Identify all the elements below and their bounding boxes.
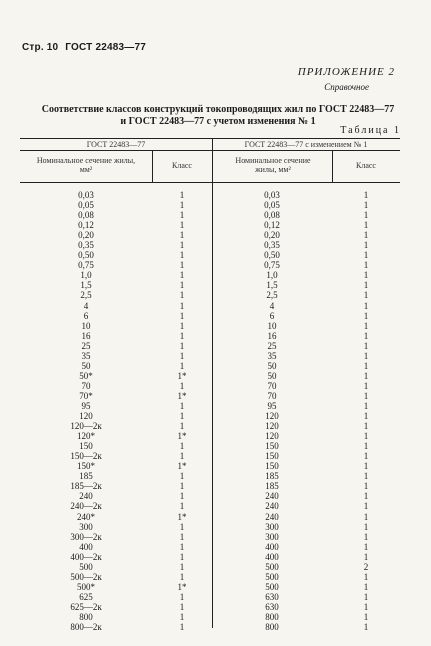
cell-class-new: 1 — [363, 591, 369, 602]
cell-section-new: 630 — [265, 601, 279, 612]
cell-section-new: 0,35 — [264, 240, 280, 251]
table-row — [20, 260, 400, 270]
table-row — [20, 371, 400, 381]
table-row — [20, 532, 400, 542]
table-row — [20, 431, 400, 441]
cell-section-old: 50* — [79, 370, 93, 381]
cell-class-new: 1 — [363, 601, 369, 612]
cell-section-new: 120 — [265, 431, 279, 442]
cell-class-old: 1 — [179, 350, 185, 361]
cell-section-old: 625 — [79, 591, 93, 602]
table-top-rule — [20, 138, 400, 139]
cell-section-old: 0,50 — [78, 250, 94, 261]
cell-class-old: 1 — [179, 290, 185, 301]
table-row — [20, 311, 400, 321]
cell-section-new: 16 — [267, 330, 277, 341]
cell-section-old: 0,35 — [78, 240, 94, 251]
cell-section-new: 150 — [265, 451, 279, 462]
cell-class-old: 1 — [179, 622, 185, 633]
cell-class-new: 1 — [363, 461, 369, 472]
cell-section-new: 1,5 — [266, 280, 278, 291]
cell-class-old: 1 — [179, 551, 185, 562]
classes-table — [20, 138, 400, 633]
cell-class-new: 1 — [363, 270, 369, 281]
cell-section-new: 35 — [267, 350, 277, 361]
cell-class-new: 1 — [363, 421, 369, 432]
cell-class-new: 1 — [363, 411, 369, 422]
cell-section-old: 0,05 — [78, 200, 94, 211]
cell-class-old: 1 — [179, 330, 185, 341]
cell-section-new: 120 — [265, 411, 279, 422]
table-row — [20, 582, 400, 592]
table-row — [20, 321, 400, 331]
cell-section-old: 25 — [81, 340, 91, 351]
cell-section-old: 185—2к — [70, 481, 102, 492]
cell-section-old: 240* — [77, 511, 95, 522]
cell-section-old: 4 — [83, 300, 89, 311]
cell-section-new: 300 — [265, 521, 279, 532]
cell-section-new: 240 — [265, 501, 279, 512]
table-row — [20, 512, 400, 522]
cell-class-old: 1 — [179, 591, 185, 602]
cell-class-new: 1 — [363, 380, 369, 391]
table-row — [20, 552, 400, 562]
cell-section-new: 240 — [265, 511, 279, 522]
cell-class-new: 1 — [363, 390, 369, 401]
cell-section-new: 50 — [267, 370, 277, 381]
cell-section-new: 120 — [265, 421, 279, 432]
cell-class-new: 1 — [363, 210, 369, 221]
cell-section-new: 400 — [265, 551, 279, 562]
cell-class-old: 1 — [179, 380, 185, 391]
col-header-class-old: Класс — [172, 161, 192, 170]
cell-class-old: 1 — [179, 310, 185, 321]
cell-class-old: 1 — [179, 360, 185, 371]
cell-section-old: 150—2к — [70, 451, 102, 462]
cell-section-old: 240—2к — [70, 501, 102, 512]
cell-class-new: 1 — [363, 541, 369, 552]
cell-class-new: 1 — [363, 431, 369, 442]
cell-class-new: 1 — [363, 340, 369, 351]
cell-section-new: 0,05 — [264, 200, 280, 211]
cell-section-new: 70 — [267, 380, 277, 391]
table-row — [20, 220, 400, 230]
cell-class-new: 1 — [363, 441, 369, 452]
cell-section-old: 120* — [77, 431, 95, 442]
cell-section-new: 400 — [265, 541, 279, 552]
cell-section-old: 500* — [77, 581, 95, 592]
cell-section-old: 10 — [81, 320, 91, 331]
cell-class-old: 1* — [177, 511, 187, 522]
table-row — [20, 381, 400, 391]
table-row — [20, 341, 400, 351]
cell-class-old: 1 — [179, 601, 185, 612]
cell-class-new: 1 — [363, 581, 369, 592]
cell-class-old: 1 — [179, 531, 185, 542]
group-header-new: ГОСТ 22483—77 с изменением № 1 — [244, 140, 368, 149]
table-row — [20, 240, 400, 250]
cell-class-old: 1* — [177, 390, 187, 401]
cell-class-new: 1 — [363, 571, 369, 582]
cell-class-old: 1 — [179, 521, 185, 532]
cell-section-old: 625—2к — [70, 601, 102, 612]
cell-section-new: 95 — [267, 400, 277, 411]
cell-section-old: 70 — [81, 380, 91, 391]
cell-section-old: 2,5 — [80, 290, 92, 301]
table-row — [20, 331, 400, 341]
table-row — [20, 481, 400, 491]
cell-class-old: 1 — [179, 190, 185, 200]
cell-class-new: 1 — [363, 320, 369, 331]
cell-class-new: 1 — [363, 451, 369, 462]
col-header-section-new: Номинальное сечение жилы, мм² — [235, 156, 311, 174]
table-row — [20, 522, 400, 532]
cell-class-new: 1 — [363, 521, 369, 532]
cell-class-old: 1 — [179, 340, 185, 351]
appendix-title: ПРИЛОЖЕНИЕ 2 — [297, 66, 395, 78]
cell-class-new: 1 — [363, 491, 369, 502]
cell-section-old: 300—2к — [70, 531, 102, 542]
page-number: Стр. 10 — [22, 42, 59, 53]
table-row — [20, 210, 400, 220]
cell-class-old: 1 — [179, 200, 185, 211]
cell-class-new: 1 — [363, 200, 369, 211]
cell-class-old: 1 — [179, 210, 185, 221]
cell-class-old: 1 — [179, 240, 185, 251]
cell-section-old: 0,75 — [78, 260, 94, 271]
cell-section-new: 10 — [267, 320, 277, 331]
cell-section-new: 150 — [265, 461, 279, 472]
cell-section-old: 150* — [77, 461, 95, 472]
cell-section-old: 400—2к — [70, 551, 102, 562]
cell-class-new: 1 — [363, 260, 369, 271]
cell-section-new: 240 — [265, 491, 279, 502]
cell-section-old: 70* — [79, 390, 93, 401]
group-header-rule — [20, 150, 400, 151]
cell-class-old: 1 — [179, 421, 185, 432]
table-row — [20, 572, 400, 582]
cell-class-new: 1 — [363, 622, 369, 633]
table-row — [20, 461, 400, 471]
cell-section-new: 800 — [265, 611, 279, 622]
table-row — [20, 301, 400, 311]
cell-class-new: 1 — [363, 400, 369, 411]
document-title-line1: Соответствие классов конструкций токопроводящих жил по ГОСТ 22483—77 — [41, 104, 395, 115]
cell-class-new: 1 — [363, 290, 369, 301]
cell-section-new: 0,08 — [264, 210, 280, 221]
cell-section-old: 500—2к — [70, 571, 102, 582]
cell-class-new: 1 — [363, 350, 369, 361]
cell-class-new: 1 — [363, 310, 369, 321]
cell-section-new: 500 — [265, 571, 279, 582]
cell-class-new: 1 — [363, 240, 369, 251]
cell-class-new: 1 — [363, 370, 369, 381]
cell-section-old: 400 — [79, 541, 93, 552]
cell-section-old: 500 — [79, 561, 93, 572]
cell-section-new: 150 — [265, 441, 279, 452]
table-row — [20, 270, 400, 280]
cell-section-new: 25 — [267, 340, 277, 351]
cell-section-new: 70 — [267, 390, 277, 401]
group-header-old: ГОСТ 22483—77 — [86, 140, 146, 149]
cell-section-new: 50 — [267, 360, 277, 371]
table-row — [20, 280, 400, 290]
cell-class-old: 1* — [177, 461, 187, 472]
cell-section-new: 0,20 — [264, 230, 280, 241]
cell-section-new: 4 — [269, 300, 275, 311]
cell-section-old: 6 — [83, 310, 89, 321]
cell-section-old: 95 — [81, 400, 91, 411]
table-row — [20, 471, 400, 481]
cell-class-new: 1 — [363, 280, 369, 291]
cell-section-new: 300 — [265, 531, 279, 542]
cell-class-old: 1 — [179, 250, 185, 261]
table-row — [20, 612, 400, 622]
cell-section-old: 1,0 — [80, 270, 92, 281]
cell-class-old: 1 — [179, 411, 185, 422]
table-row — [20, 542, 400, 552]
cell-section-old: 300 — [79, 521, 93, 532]
cell-section-old: 35 — [81, 350, 91, 361]
table-row — [20, 421, 400, 431]
cell-section-new: 0,12 — [264, 220, 280, 231]
cell-class-new: 1 — [363, 481, 369, 492]
cell-section-new: 185 — [265, 481, 279, 492]
table-row — [20, 401, 400, 411]
cell-section-new: 630 — [265, 591, 279, 602]
cell-class-old: 1 — [179, 611, 185, 622]
cell-class-old: 1 — [179, 300, 185, 311]
cell-class-new: 1 — [363, 220, 369, 231]
appendix-note: Справочное — [324, 82, 369, 92]
table-row — [20, 391, 400, 401]
cell-section-old: 0,08 — [78, 210, 94, 221]
cell-class-old: 1 — [179, 270, 185, 281]
table-row — [20, 622, 400, 632]
cell-section-new: 800 — [265, 622, 279, 633]
cell-class-new: 1 — [363, 360, 369, 371]
cell-class-old: 1 — [179, 260, 185, 271]
cell-section-new: 500 — [265, 561, 279, 572]
cell-section-old: 150 — [79, 441, 93, 452]
cell-section-old: 0,12 — [78, 220, 94, 231]
table-row — [20, 592, 400, 602]
cell-section-new: 2,5 — [266, 290, 278, 301]
cell-class-old: 1 — [179, 451, 185, 462]
table-row — [20, 190, 400, 200]
cell-class-new: 1 — [363, 551, 369, 562]
cell-class-new: 1 — [363, 330, 369, 341]
table-row — [20, 411, 400, 421]
cell-section-old: 185 — [79, 471, 93, 482]
cell-class-new: 1 — [363, 300, 369, 311]
table-body — [20, 190, 400, 632]
cell-class-old: 1 — [179, 541, 185, 552]
cell-section-old: 1,5 — [80, 280, 92, 291]
cell-class-new: 1 — [363, 250, 369, 261]
cell-class-old: 1 — [179, 491, 185, 502]
cell-section-new: 185 — [265, 471, 279, 482]
cell-class-old: 1* — [177, 431, 187, 442]
page-header — [22, 42, 146, 53]
cell-section-old: 120—2к — [70, 421, 102, 432]
cell-class-new: 1 — [363, 501, 369, 512]
cell-class-old: 1 — [179, 400, 185, 411]
cell-class-new: 1 — [363, 190, 369, 200]
table-row — [20, 351, 400, 361]
cell-section-old: 16 — [81, 330, 91, 341]
cell-class-old: 1 — [179, 220, 185, 231]
table-row — [20, 250, 400, 260]
cell-section-old: 0,20 — [78, 230, 94, 241]
table-label: Таблица 1 — [340, 125, 401, 136]
cell-class-old: 1 — [179, 481, 185, 492]
cell-class-old: 1 — [179, 571, 185, 582]
table-row — [20, 451, 400, 461]
cell-section-old: 0,03 — [78, 190, 94, 200]
cell-section-new: 500 — [265, 581, 279, 592]
table-row — [20, 562, 400, 572]
cell-class-new: 1 — [363, 511, 369, 522]
cell-section-old: 800 — [79, 611, 93, 622]
cell-class-old: 1* — [177, 581, 187, 592]
cell-section-new: 0,03 — [264, 190, 280, 200]
cell-section-new: 6 — [269, 310, 275, 321]
header-standard: ГОСТ 22483—77 — [65, 42, 147, 53]
col-header-class-new: Класс — [356, 161, 376, 170]
cell-class-new: 2 — [363, 561, 369, 572]
cell-class-old: 1 — [179, 441, 185, 452]
cell-section-new: 0,75 — [264, 260, 280, 271]
cell-class-old: 1* — [177, 370, 187, 381]
cell-class-new: 1 — [363, 230, 369, 241]
table-row — [20, 501, 400, 511]
table-row — [20, 230, 400, 240]
cell-section-old: 800—2к — [70, 622, 102, 633]
cell-class-old: 1 — [179, 230, 185, 241]
cell-section-new: 0,50 — [264, 250, 280, 261]
table-row — [20, 290, 400, 300]
cell-class-old: 1 — [179, 561, 185, 572]
cell-class-new: 1 — [363, 611, 369, 622]
cell-section-old: 120 — [79, 411, 93, 422]
cell-class-old: 1 — [179, 471, 185, 482]
cell-section-new: 1,0 — [266, 270, 278, 281]
cell-section-old: 240 — [79, 491, 93, 502]
table-row — [20, 602, 400, 612]
cell-class-old: 1 — [179, 320, 185, 331]
document-title-line2: и ГОСТ 22483—77 с учетом изменения № 1 — [120, 116, 316, 127]
cell-class-new: 1 — [363, 531, 369, 542]
cell-section-old: 50 — [81, 360, 91, 371]
cell-class-new: 1 — [363, 471, 369, 482]
table-row — [20, 200, 400, 210]
cell-class-old: 1 — [179, 501, 185, 512]
table-row — [20, 361, 400, 371]
cell-class-old: 1 — [179, 280, 185, 291]
table-row — [20, 491, 400, 501]
column-header-rule — [20, 182, 400, 183]
table-row — [20, 441, 400, 451]
col-header-section-old: Номинальное сечение жилы, мм² — [36, 156, 136, 174]
